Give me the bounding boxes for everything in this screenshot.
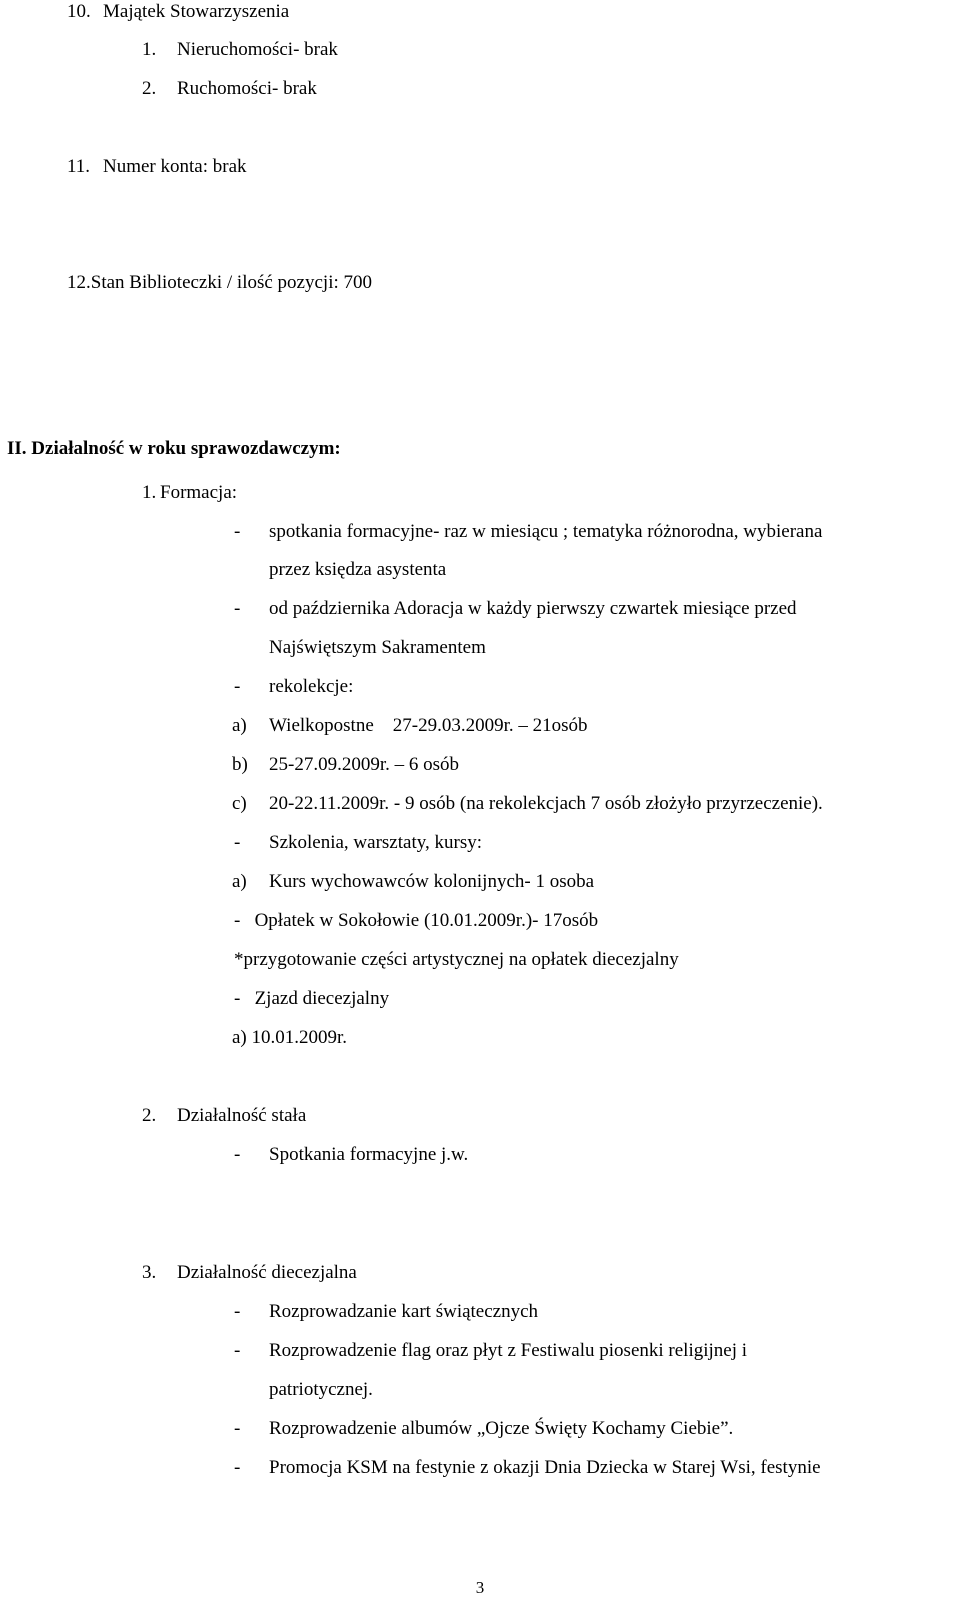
formacja-adoracja-line-1: od października Adoracja w każdy pierwszy czwartek miesiące przed: [269, 598, 797, 619]
bullet-dash: -: [234, 1457, 241, 1478]
formacja-zjazd: - Zjazd diecezjalny: [234, 988, 390, 1009]
diecezjalna-bullet-2-line-2: patriotycznej.: [269, 1379, 373, 1400]
rekolekcje-b-label: b): [232, 754, 248, 775]
section-10-item-1-text: Nieruchomości- brak: [177, 39, 338, 60]
formacja-szkolenia: Szkolenia, warsztaty, kursy:: [269, 832, 482, 853]
section-10-item-2-number: 2.: [142, 78, 157, 99]
bullet-dash: -: [234, 598, 241, 619]
diecezjalna-title: Działalność diecezjalna: [177, 1262, 357, 1283]
rekolekcje-c-text: 20-22.11.2009r. - 9 osób (na rekolekcjach 7 osób złożyło przyrzeczenie).: [269, 793, 823, 814]
szkolenia-a-label: a): [232, 871, 247, 892]
section-10-item-2-text: Ruchomości- brak: [177, 78, 317, 99]
bullet-dash: -: [234, 1418, 241, 1439]
diecezjalna-number: 3.: [142, 1262, 157, 1283]
rekolekcje-b-text: 25-27.09.2009r. – 6 osób: [269, 754, 459, 775]
bullet-dash: -: [234, 1301, 241, 1322]
section-10-number: 10.: [67, 1, 91, 22]
formacja-spotkania-line-1: spotkania formacyjne- raz w miesiącu ; tematyka różnorodna, wybierana: [269, 521, 823, 542]
stala-title: Działalność stała: [177, 1105, 307, 1126]
formacja-title: Formacja:: [160, 482, 238, 503]
szkolenia-a-text: Kurs wychowawców kolonijnych- 1 osoba: [269, 871, 595, 892]
section-11-text: Numer konta: brak: [103, 156, 247, 177]
section-10-title: Majątek Stowarzyszenia: [103, 1, 290, 22]
section-11-number: 11.: [67, 156, 91, 177]
diecezjalna-bullet-3: Rozprowadzenie albumów „Ojcze Święty Kochamy Ciebie”.: [269, 1418, 734, 1439]
formacja-zjazd-a: a) 10.01.2009r.: [232, 1027, 348, 1048]
stala-bullet-1: Spotkania formacyjne j.w.: [269, 1144, 469, 1165]
part-2-heading: II. Działalność w roku sprawozdawczym:: [7, 438, 341, 459]
section-10-item-1-number: 1.: [142, 39, 157, 60]
formacja-spotkania-line-2: przez księdza asystenta: [269, 559, 447, 580]
stala-number: 2.: [142, 1105, 157, 1126]
formacja-oplatek: - Opłatek w Sokołowie (10.01.2009r.)- 17osób: [234, 910, 599, 931]
rekolekcje-a-label: a): [232, 715, 247, 736]
formacja-przygotowanie: *przygotowanie części artystycznej na opłatek diecezjalny: [234, 949, 679, 970]
bullet-dash: -: [234, 521, 241, 542]
formacja-number: 1.: [142, 482, 157, 503]
diecezjalna-bullet-1: Rozprowadzanie kart świątecznych: [269, 1301, 539, 1322]
section-12-text: 12.Stan Biblioteczki / ilość pozycji: 700: [67, 272, 373, 293]
diecezjalna-bullet-4: Promocja KSM na festynie z okazji Dnia Dziecka w Starej Wsi, festynie: [269, 1457, 821, 1478]
rekolekcje-a-text: Wielkopostne 27-29.03.2009r. – 21osób: [269, 715, 588, 736]
page-number: 3: [475, 1578, 485, 1597]
formacja-rekolekcje: rekolekcje:: [269, 676, 354, 697]
bullet-dash: -: [234, 832, 241, 853]
formacja-adoracja-line-2: Najświętszym Sakramentem: [269, 637, 486, 658]
diecezjalna-bullet-2-line-1: Rozprowadzenie flag oraz płyt z Festiwalu piosenki religijnej i: [269, 1340, 748, 1361]
bullet-dash: -: [234, 1340, 241, 1361]
rekolekcje-c-label: c): [232, 793, 247, 814]
bullet-dash: -: [234, 676, 241, 697]
bullet-dash: -: [234, 1144, 241, 1165]
